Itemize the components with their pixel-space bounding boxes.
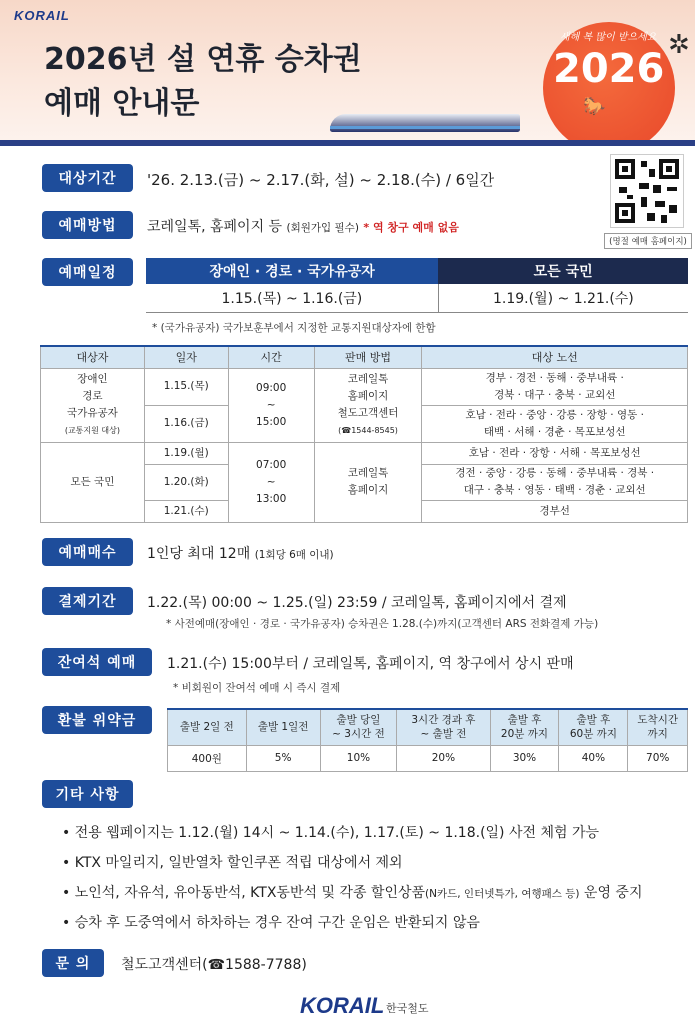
route-cell: 호남 · 전라 · 중앙 · 강릉 · 장항 · 영동 · 태백 · 서해 · 경춘 · 목포보성선 bbox=[422, 405, 688, 442]
footer-korail-subtitle: 한국철도 bbox=[386, 1002, 429, 1015]
other-item: • KTX 마일리지, 일반열차 할인쿠폰 적립 대상에서 제외 bbox=[62, 855, 403, 871]
time-cell: 09:00 ~ 15:00 bbox=[228, 368, 314, 442]
refund-value: 10% bbox=[320, 745, 397, 771]
sales-method-cell: 코레일톡 홈페이지 철도고객센터 (☎1544-8545) bbox=[314, 368, 422, 442]
reservation-detail-table bbox=[40, 345, 688, 523]
pine-tree-icon: ✲ bbox=[668, 30, 690, 60]
method-warning: * 역 창구 예매 없음 bbox=[363, 221, 459, 234]
qr-caption: (명절 예매 홈페이지) bbox=[604, 233, 692, 249]
method-note: (회원가입 필수) bbox=[286, 222, 359, 234]
route-cell: 경전 · 중앙 · 강릉 · 동해 · 중부내륙 · 경북 · 대구 · 충북 · 영동 · 태백 · 경춘 · 교외선 bbox=[422, 464, 688, 500]
column-header: 일자 bbox=[144, 346, 228, 368]
page-title-line1: 2026년 설 연휴 승차권 bbox=[44, 42, 362, 77]
count-row bbox=[147, 543, 334, 563]
korail-logo: KORAIL bbox=[14, 8, 70, 23]
remaining-note: * 비회원이 잔여석 예매 시 즉시 결제 bbox=[173, 682, 341, 694]
refund-header: 출발 후 60분 까지 bbox=[559, 709, 628, 745]
date-cell: 1.20.(화) bbox=[144, 464, 228, 500]
other-item: • 승차 후 도중역에서 하차하는 경우 잔여 구간 운임은 반환되지 않음 bbox=[62, 915, 480, 931]
count-label: 예매매수 bbox=[42, 538, 133, 566]
schedule-header-all: 모든 국민 bbox=[438, 258, 688, 284]
period-text: '26. 2.13.(금) ~ 2.17.(화, 설) ~ 2.18.(수) / 6일간 bbox=[147, 171, 495, 189]
contact-text: 철도고객센터(☎1588-7788) bbox=[121, 957, 307, 973]
other-item: • 전용 웹페이지는 1.12.(월) 14시 ~ 1.14.(수), 1.17.(토) ~ 1.18.(일) 사전 체험 가능 bbox=[62, 825, 600, 841]
date-cell: 1.21.(수) bbox=[144, 500, 228, 522]
refund-value: 40% bbox=[559, 745, 628, 771]
method-text: 코레일톡, 홈페이지 등 bbox=[147, 219, 283, 235]
qr-code[interactable] bbox=[610, 154, 684, 228]
refund-value: 5% bbox=[246, 745, 320, 771]
target-all: 모든 국민 bbox=[41, 442, 145, 522]
other-item: • 노인석, 자유석, 유아동반석, KTX동반석 및 각종 할인상품(N카드, 인터넷특가, 여행패스 등) 운영 중지 bbox=[62, 885, 643, 901]
footer-korail-logo: KORAIL bbox=[300, 993, 385, 1018]
train-stripe bbox=[330, 126, 520, 129]
refund-header: 출발 2일 전 bbox=[168, 709, 247, 745]
refund-header: 출발 후 20분 까지 bbox=[490, 709, 559, 745]
refund-header: 출발 당일 ~ 3시간 전 bbox=[320, 709, 397, 745]
new-year-slogan: 새해 복 많이 받으세요 bbox=[560, 32, 657, 43]
refund-value: 30% bbox=[490, 745, 559, 771]
refund-label: 환불 위약금 bbox=[42, 706, 152, 734]
route-cell: 경부 · 경전 · 동해 · 중부내륙 · 경북 · 대구 · 충북 · 교외선 bbox=[422, 368, 688, 405]
method-label: 예매방법 bbox=[42, 211, 133, 239]
payment-label: 결제기간 bbox=[42, 587, 133, 615]
refund-header: 3시간 경과 후 ~ 출발 전 bbox=[397, 709, 490, 745]
other-label: 기타 사항 bbox=[42, 780, 133, 808]
count-note: (1회당 6매 이내) bbox=[254, 549, 334, 561]
refund-value: 20% bbox=[397, 745, 490, 771]
horse-icon: 🐎 bbox=[583, 96, 606, 117]
schedule-value-all: 1.19.(월) ~ 1.21.(수) bbox=[438, 284, 688, 312]
remaining-label: 잔여석 예매 bbox=[42, 648, 152, 676]
column-header: 대상자 bbox=[41, 346, 145, 368]
schedule-header-priority: 장애인 · 경로 · 국가유공자 bbox=[146, 258, 438, 284]
column-header: 시간 bbox=[228, 346, 314, 368]
year-badge: 2026 bbox=[553, 46, 665, 92]
refund-header: 출발 1일전 bbox=[246, 709, 320, 745]
count-text: 1인당 최대 12매 bbox=[147, 546, 251, 562]
schedule-value-priority: 1.15.(목) ~ 1.16.(금) bbox=[146, 284, 438, 312]
refund-header: 도착시간 까지 bbox=[628, 709, 688, 745]
schedule-note: * (국가유공자) 국가보훈부에서 지정한 교통지원대상자에 한함 bbox=[152, 322, 436, 334]
refund-table bbox=[167, 708, 688, 772]
sales-method-cell: 코레일톡 홈페이지 bbox=[314, 442, 422, 522]
contact-label: 문 의 bbox=[42, 949, 104, 977]
refund-value: 70% bbox=[628, 745, 688, 771]
header-banner bbox=[0, 0, 695, 146]
date-cell: 1.19.(월) bbox=[144, 442, 228, 464]
schedule-table bbox=[146, 258, 688, 313]
remaining-text: 1.21.(수) 15:00부터 / 코레일톡, 홈페이지, 역 창구에서 상시 판매 bbox=[167, 656, 574, 672]
page-title-line2: 예매 안내문 bbox=[44, 86, 200, 121]
method-row bbox=[147, 216, 459, 236]
route-cell: 경부선 bbox=[422, 500, 688, 522]
refund-value: 400원 bbox=[168, 745, 247, 771]
period-label: 대상기간 bbox=[42, 164, 133, 192]
payment-text: 1.22.(목) 00:00 ~ 1.25.(일) 23:59 / 코레일톡, 홈페이지에서 결제 bbox=[147, 595, 567, 611]
time-cell: 07:00 ~ 13:00 bbox=[228, 442, 314, 522]
date-cell: 1.16.(금) bbox=[144, 405, 228, 442]
schedule-label: 예매일정 bbox=[42, 258, 133, 286]
ktx-train-image bbox=[330, 114, 520, 132]
route-cell: 호남 · 전라 · 장항 · 서해 · 목포보성선 bbox=[422, 442, 688, 464]
column-header: 대상 노선 bbox=[422, 346, 688, 368]
column-header: 판매 방법 bbox=[314, 346, 422, 368]
payment-note: * 사전예매(장애인 · 경로 · 국가유공자) 승차권은 1.28.(수)까지(고객센터 ARS 전화결제 가능) bbox=[166, 618, 599, 630]
date-cell: 1.15.(목) bbox=[144, 368, 228, 405]
target-priority: 장애인 경로 국가유공자 (교통지원 대상) bbox=[41, 368, 145, 442]
header-divider bbox=[0, 140, 695, 146]
